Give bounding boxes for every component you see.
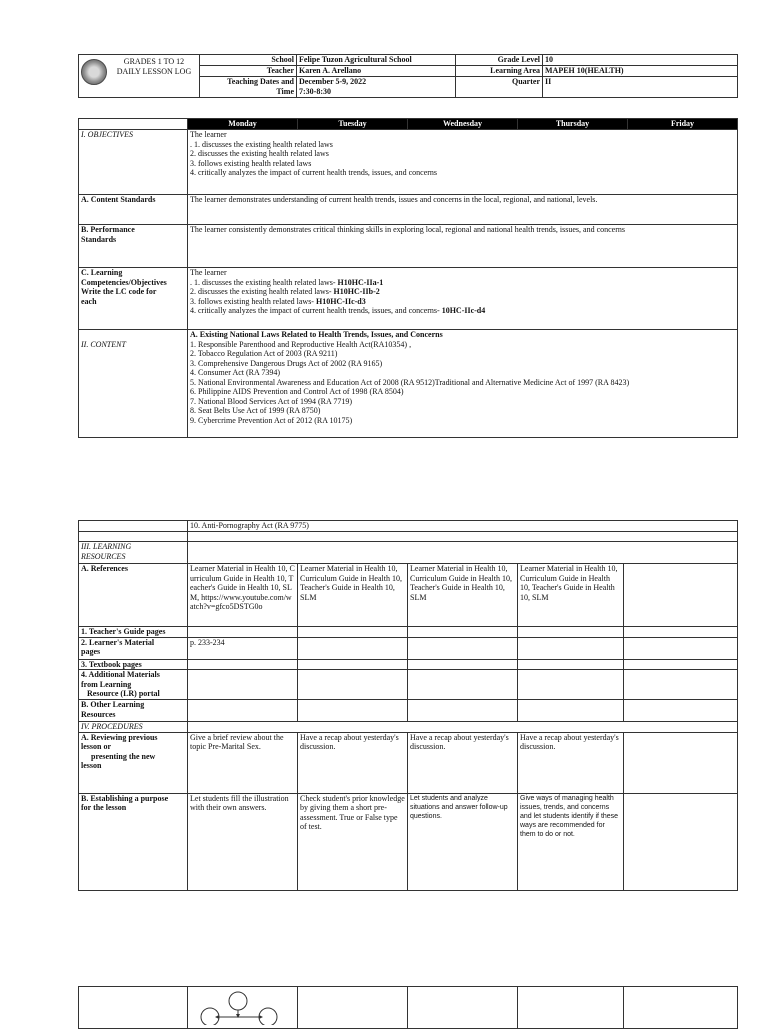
deped-seal-icon: [81, 59, 107, 85]
purpose-label: B. Establishing a purpose for the lesson: [79, 793, 188, 890]
content-standards-text: The learner demonstrates understanding of current health trends, issues and concerns in the local, regional, and national, levels.: [188, 195, 738, 225]
references-label: A. References: [79, 564, 188, 627]
law-item: 6. Philippine AIDS Prevention and Control Act of 1998 (RA 8504): [190, 387, 404, 396]
additional-materials-row: [79, 670, 738, 700]
day-monday: Monday: [188, 119, 298, 130]
purpose-tuesday: Check student's prior knowledge by giving them a short pre-assessment. True or False type of test.: [298, 793, 408, 890]
competencies-label: C. Learning Competencies/Objectives Write the LC code for each: [79, 268, 188, 330]
textbook-pages-label: 3. Textbook pages: [79, 659, 188, 670]
lc-code: H10HC-IIc-d3: [315, 296, 366, 306]
reference-tuesday: Learner Material in Health 10, Curriculum Guide in Health 10, Teacher's Guide in Health 10, SLM: [298, 564, 408, 627]
teaching-dates-value: December 5-9, 2022 7:30-8:30: [297, 77, 456, 98]
illustration-cell: [188, 987, 298, 1029]
performance-standards-text: The learner consistently demonstrates critical thinking skills in exploring local, regional and national health trends, issues, and concerns: [188, 225, 738, 268]
content-standards-label: A. Content Standards: [79, 195, 188, 225]
law-item: 5. National Environmental Awareness and Education Act of 2008 (RA 9512)Traditional and Alternative Medicine Act of 1997 (RA 8423): [190, 377, 630, 387]
tg-pages-label: 1. Teacher's Guide pages: [79, 627, 188, 638]
procedures-label: IV. PROCEDURES: [79, 722, 188, 733]
other-resources-row: [79, 700, 738, 722]
lc-code: H10HC-IIb-2: [333, 287, 380, 296]
reviewing-row: [79, 732, 738, 793]
school-label: School: [200, 55, 297, 66]
doc-title-dll: DAILY LESSON LOG: [116, 67, 192, 76]
reviewing-thursday: Have a recap about yesterday's discussion.: [518, 732, 624, 793]
procedures-row: [79, 722, 738, 733]
lc-code: H10HC-IIa-1: [337, 277, 384, 287]
purpose-thursday: Give ways of managing health issues, trends, and concerns and let students identify if these ways are recommended for them to do or not.: [518, 793, 624, 890]
objectives-table: [78, 118, 738, 438]
content-continued-row: [79, 521, 738, 532]
day-friday: Friday: [628, 119, 738, 130]
grade-level-value: 10: [543, 55, 738, 66]
quarter-value: II: [543, 77, 738, 98]
learning-area-value: MAPEH 10(HEALTH): [543, 66, 738, 77]
lm-pages-row: [79, 637, 738, 659]
lesson-log-header: [78, 54, 738, 98]
tg-pages-row: [79, 627, 738, 638]
law-item: 4. Consumer Act (RA 7394): [190, 368, 280, 377]
content-row: [79, 330, 738, 438]
next-page-table: [78, 986, 738, 1029]
illustration-diagram-icon: [188, 987, 296, 1025]
competencies-text: The learner . 1. discusses the existing health related laws- H10HC-IIa-1 2. discusses the existing health related laws- H10HC-IIb-2 3. follows existing health related laws- H10HC-IIc-d3 4. critically analyzes the impact of current health trends, issues, and concerns- 10HC-IIc-d4: [188, 268, 738, 330]
purpose-row: [79, 793, 738, 890]
content-label: II. CONTENT: [79, 330, 188, 438]
law-item: 8. Seat Belts Use Act of 1999 (RA 8750): [190, 406, 321, 415]
law-item: 10. Anti-Pornography Act (RA 9775): [188, 521, 738, 532]
school-value: Felipe Tuzon Agricultural School: [297, 55, 456, 66]
day-thursday: Thursday: [518, 119, 628, 130]
textbook-pages-row: [79, 659, 738, 670]
doc-title-grades: GRADES 1 TO 12: [123, 57, 185, 66]
lc-code: 10HC-IIc-d4: [441, 306, 486, 315]
references-row: [79, 564, 738, 627]
additional-materials-label: 4. Additional Materials from Learning Resource (LR) portal: [79, 670, 188, 700]
competencies-row: [79, 268, 738, 330]
learning-area-label: Learning Area: [456, 66, 543, 77]
reviewing-monday: Give a brief review about the topic Pre-Marital Sex.: [188, 732, 298, 793]
learning-resources-label: III. LEARNING RESOURCES: [79, 542, 188, 564]
quarter-label: Quarter: [456, 77, 543, 98]
learning-resources-row: [79, 542, 738, 564]
grade-level-label: Grade Level: [456, 55, 543, 66]
content-standards-row: [79, 195, 738, 225]
day-tuesday: Tuesday: [298, 119, 408, 130]
lm-pages-label: 2. Learner's Material pages: [79, 637, 188, 659]
other-resources-label: B. Other Learning Resources: [79, 700, 188, 722]
performance-standards-row: [79, 225, 738, 268]
reviewing-label: A. Reviewing previous lesson or presenting the new lesson: [79, 732, 188, 793]
reviewing-tuesday: Have a recap about yesterday's discussion.: [298, 732, 408, 793]
header-logo-cell: [79, 55, 200, 98]
law-item: 1. Responsible Parenthood and Reproductive Health Act(RA10354) ,: [190, 339, 412, 349]
reference-thursday: Learner Material in Health 10, Curriculum Guide in Health 10, Teacher's Guide in Health 10, SLM: [518, 564, 624, 627]
reference-monday: Learner Material in Health 10, Curriculum Guide in Health 10, Teacher's Guide in Health 10, SLM, https://www.youtube.com/watch?v=gfco5DSTG0o: [188, 564, 298, 627]
objectives-label: I. OBJECTIVES: [79, 130, 188, 195]
reference-wednesday: Learner Material in Health 10, Curriculum Guide in Health 10, Teacher's Guide in Health 10, SLM: [408, 564, 518, 627]
purpose-monday: Let students fill the illustration with their own answers.: [188, 793, 298, 890]
law-item: 2. Tobacco Regulation Act of 2003 (RA 9211): [190, 349, 338, 358]
performance-standards-label: B. Performance Standards: [79, 225, 188, 268]
teaching-dates-label: Teaching Dates and Time: [200, 77, 297, 98]
teacher-value: Karen A. Arellano: [297, 66, 456, 77]
resources-procedures-table: [78, 520, 738, 891]
lm-pages-monday: p. 233-234: [188, 637, 298, 659]
objectives-text: The learner . 1. discusses the existing health related laws 2. discusses the existing health related laws 3. follows existing health related laws 4. critically analyzes the impact of current health trends, issues, and concerns: [188, 130, 738, 195]
day-wednesday: Wednesday: [408, 119, 518, 130]
law-item: 3. Comprehensive Dangerous Drugs Act of 2002 (RA 9165): [190, 358, 383, 368]
objectives-row: [79, 130, 738, 195]
law-item: 7. National Blood Services Act of 1994 (RA 7719): [190, 396, 352, 406]
content-heading: A. Existing National Laws Related to Health Trends, Issues, and Concerns: [190, 330, 443, 339]
teacher-label: Teacher: [200, 66, 297, 77]
content-text: [188, 330, 738, 438]
law-item: 9. Cybercrime Prevention Act of 2012 (RA 10175): [190, 415, 353, 425]
reviewing-wednesday: Have a recap about yesterday's discussion.: [408, 732, 518, 793]
purpose-wednesday: Let students and analyze situations and answer follow-up questions.: [408, 793, 518, 890]
day-header-row: [79, 119, 738, 130]
